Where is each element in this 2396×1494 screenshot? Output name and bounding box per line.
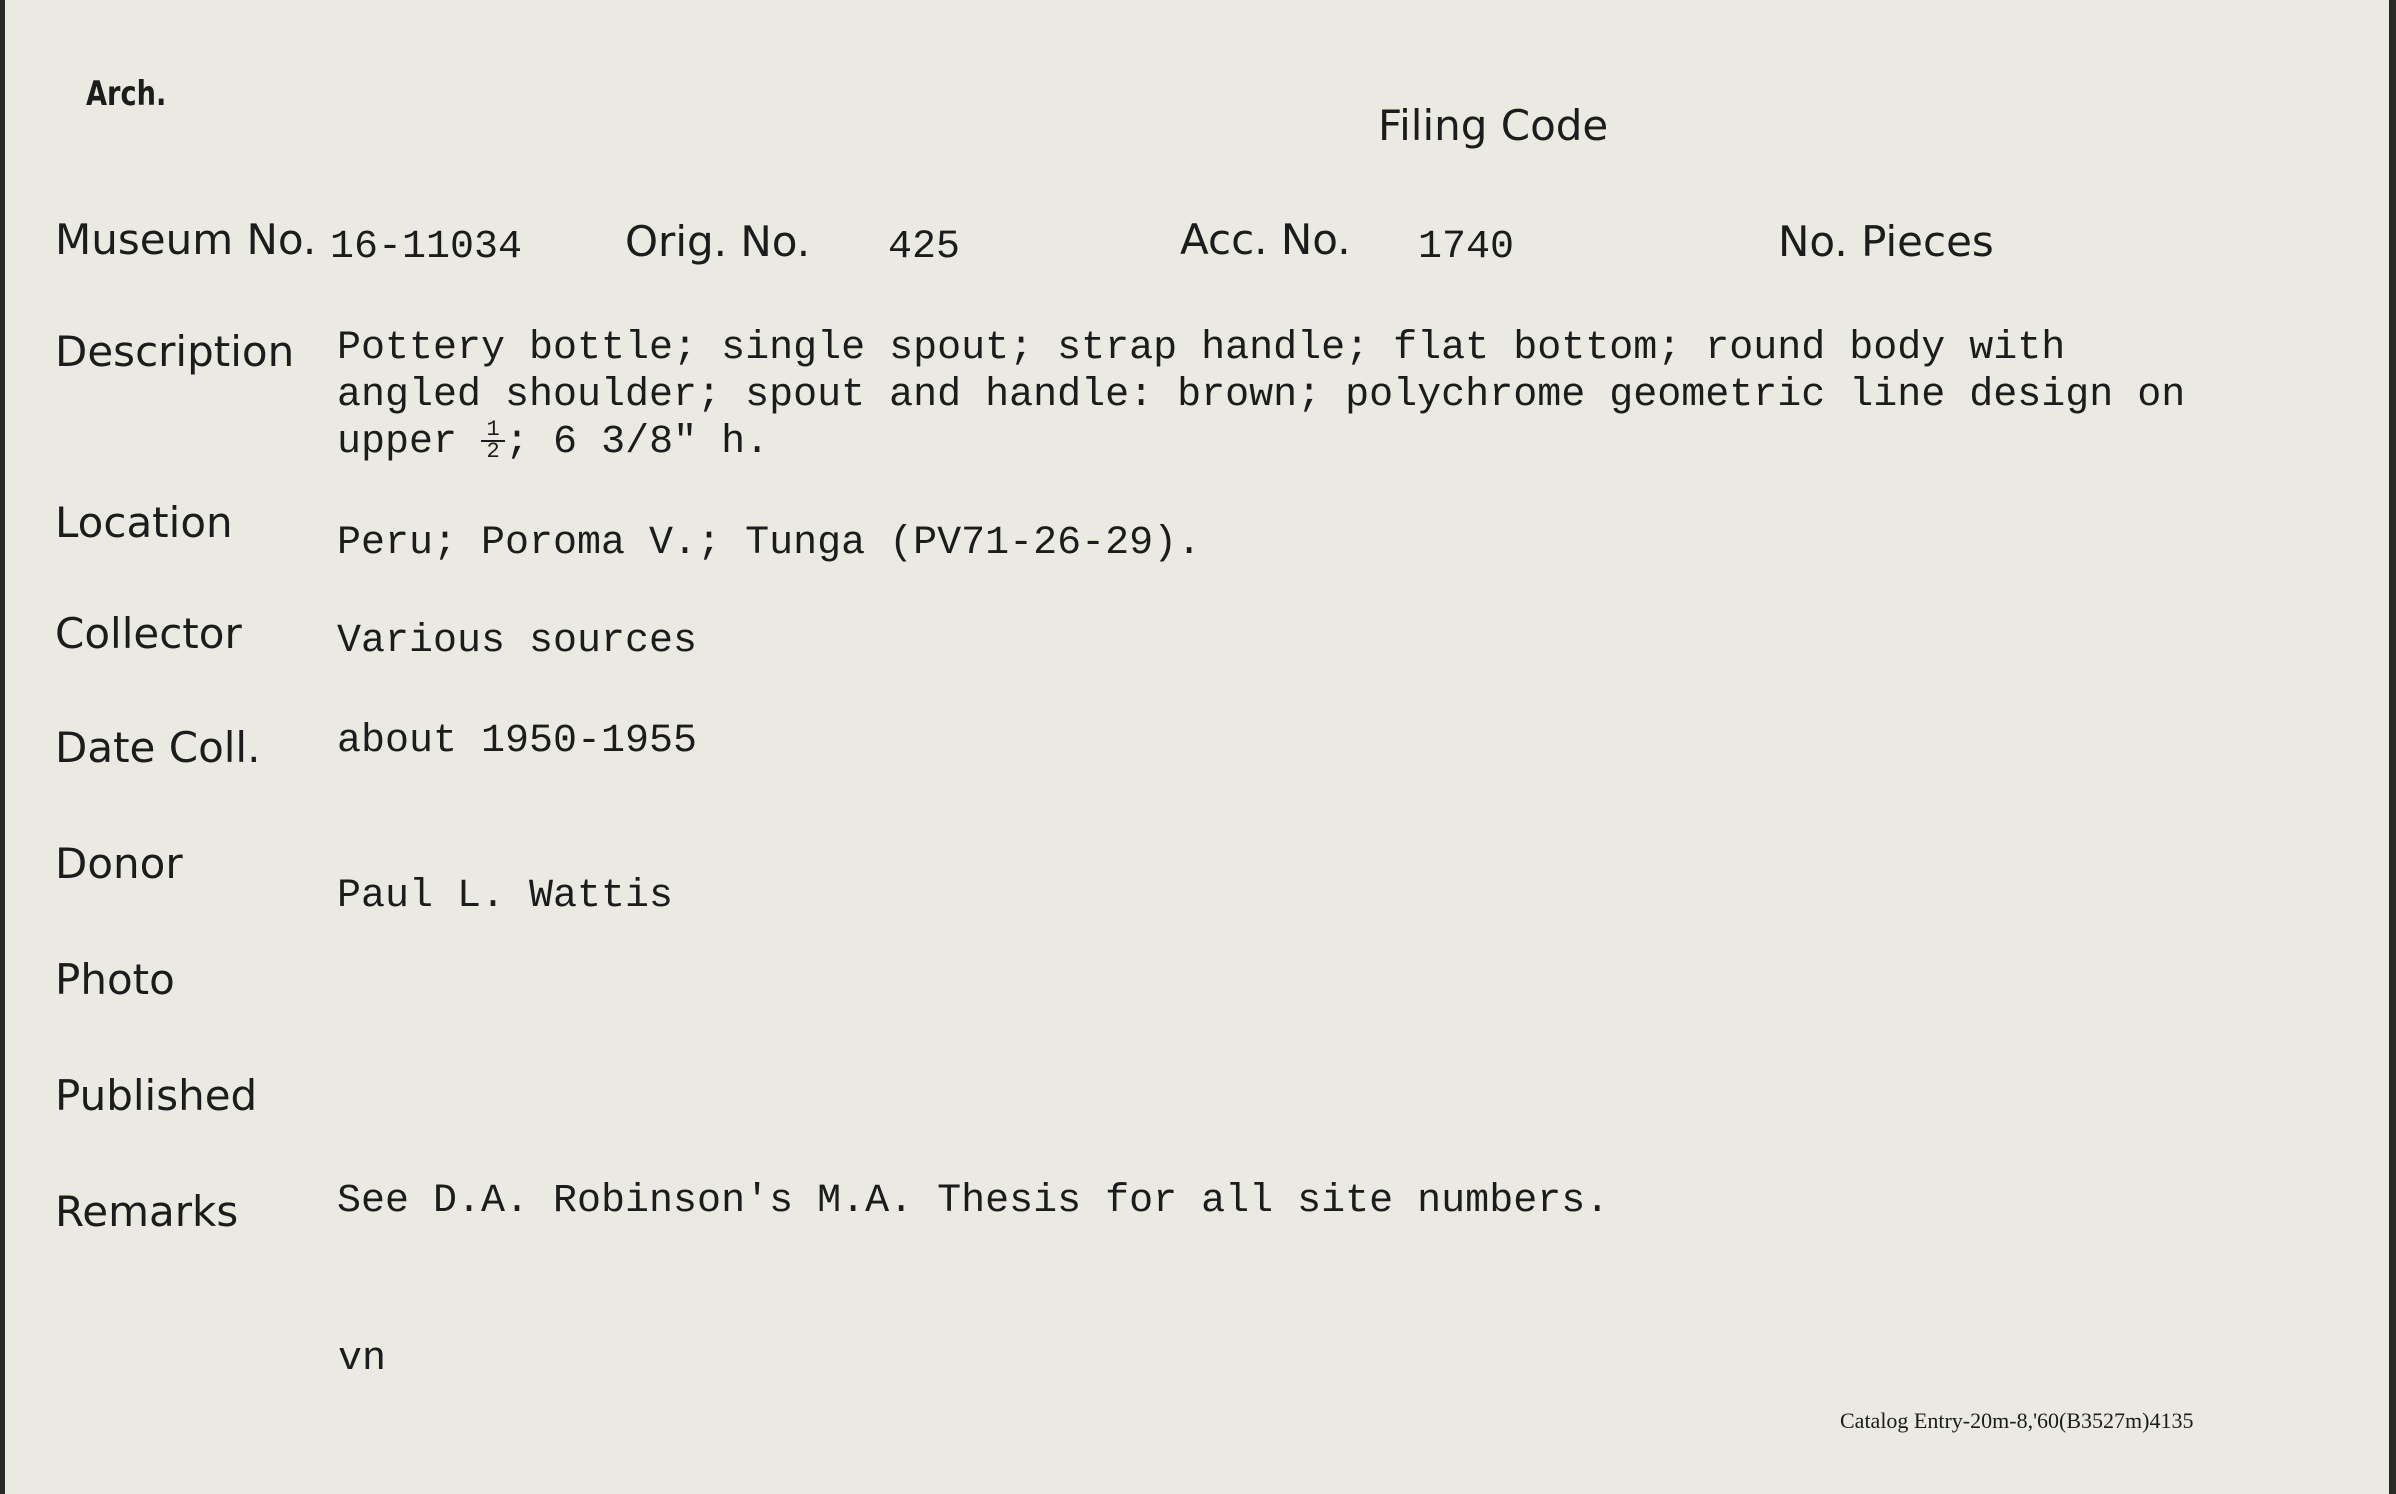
date-coll-value: about 1950-1955 xyxy=(337,719,698,764)
remarks-value: See D.A. Robinson's M.A. Thesis for all site numbers. xyxy=(337,1179,1610,1224)
fraction-numerator: 1 xyxy=(481,420,505,442)
card-right-edge xyxy=(2389,0,2396,1494)
filing-code-label: Filing Code xyxy=(1378,101,1609,150)
museum-no-label: Museum No. xyxy=(55,215,317,264)
acc-no-value: 1740 xyxy=(1418,225,1515,270)
fraction-denominator: 2 xyxy=(486,439,500,465)
donor-value: Paul L. Wattis xyxy=(337,874,674,919)
location-value: Peru; Poroma V.; Tunga (PV71-26-29). xyxy=(337,521,1202,566)
remarks-label: Remarks xyxy=(55,1187,239,1236)
description-label: Description xyxy=(55,327,295,376)
description-line-2: angled shoulder; spout and handle: brown; polychrome geometric line design on xyxy=(337,373,2186,418)
collector-label: Collector xyxy=(55,609,242,658)
description-line-3 xyxy=(337,419,769,466)
corner-mark: Arch. xyxy=(86,74,167,114)
fraction-one-half xyxy=(481,417,505,465)
location-label: Location xyxy=(55,498,233,547)
acc-no-label: Acc. No. xyxy=(1180,215,1351,264)
collector-value: Various sources xyxy=(337,619,698,664)
date-coll-label: Date Coll. xyxy=(55,723,261,772)
no-pieces-label: No. Pieces xyxy=(1778,217,1994,266)
description-last-suffix: ; 6 3/8" h. xyxy=(505,420,770,465)
description-line-1: Pottery bottle; single spout; strap handle; flat bottom; round body with xyxy=(337,326,2066,371)
description-last-prefix: upper xyxy=(337,420,458,465)
photo-label: Photo xyxy=(55,955,175,1004)
donor-label: Donor xyxy=(55,839,183,888)
museum-no-value: 16-11034 xyxy=(330,225,523,270)
published-label: Published xyxy=(55,1071,258,1120)
print-code-footer: Catalog Entry-20m-8,'60(B3527m)4135 xyxy=(1840,1408,2194,1433)
card-left-edge xyxy=(0,0,5,1494)
initials: vn xyxy=(338,1337,387,1382)
orig-no-label: Orig. No. xyxy=(625,217,811,266)
orig-no-value: 425 xyxy=(888,225,961,270)
